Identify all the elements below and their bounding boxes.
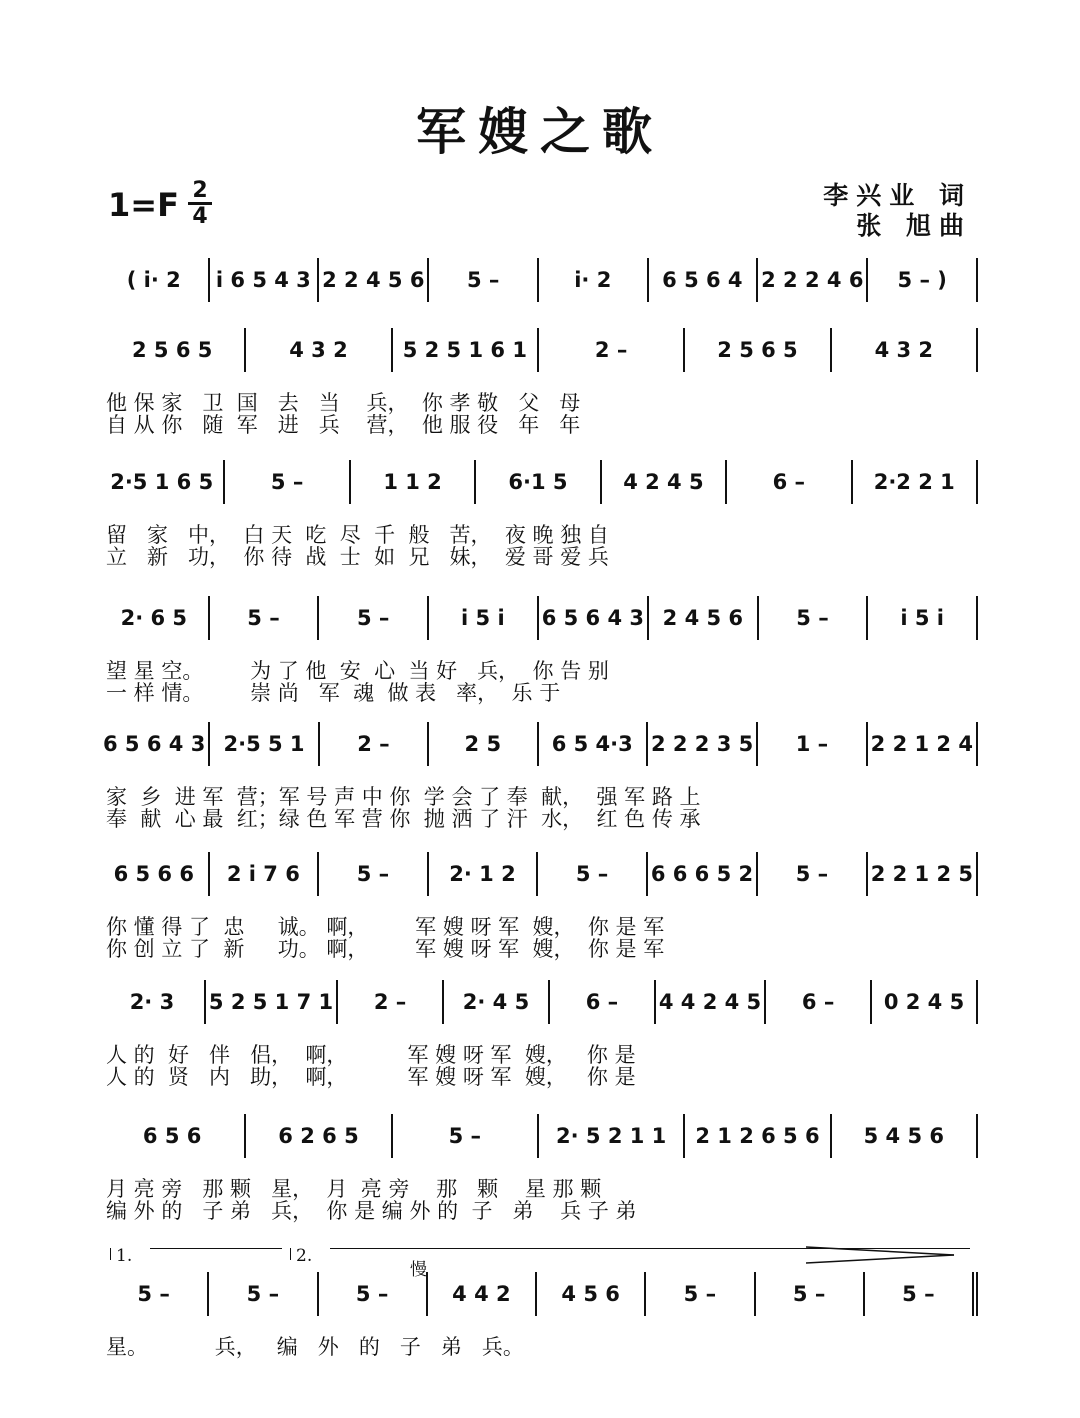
measure: i 6 5 4 3	[210, 258, 320, 302]
measure: 2 –	[539, 328, 685, 372]
measure: 2 2 1 2 5	[868, 852, 978, 896]
measure: 6 5 6 4	[649, 258, 759, 302]
song-title: 军嫂之歌	[416, 102, 664, 161]
lyric-line: 人 的 好 伴 侣， 啊， 军 嫂 呀 军 嫂， 你 是	[106, 1043, 636, 1067]
score-system	[100, 258, 978, 302]
lyric-line: 家 乡 进 军 营；军 号 声 中 你 学 会 了 奉 献， 强 军 路 上	[106, 785, 701, 809]
measure: 6 5 4·3	[539, 722, 648, 766]
measure: 2· 3	[100, 980, 206, 1024]
measure: 2·5 5 1	[210, 722, 319, 766]
measure: 5 –	[210, 596, 320, 640]
measure: 2· 1 2	[429, 852, 539, 896]
time-signature	[188, 180, 212, 227]
lyric-line: 你 创 立 了 新 功。 啊， 军 嫂 呀 军 嫂， 你 是 军	[106, 937, 665, 961]
measure: 5 –	[756, 1272, 865, 1316]
measure: 5 –	[100, 1272, 209, 1316]
measure: 2 2 2 4 6	[758, 258, 868, 302]
volta-first-label: 1.	[116, 1246, 133, 1266]
measure: 5 –	[319, 596, 429, 640]
measure: i· 2	[539, 258, 649, 302]
measure: 2·2 2 1	[853, 460, 978, 504]
measure: 5 –	[319, 1272, 428, 1316]
score-system	[100, 722, 978, 830]
measure: 6 –	[550, 980, 656, 1024]
volta-second-label: 2.	[296, 1246, 313, 1266]
measure: 5 –	[209, 1272, 318, 1316]
lyric-line: 一 样 情。 崇 尚 军 魂 做 表 率， 乐 于	[106, 681, 561, 705]
measure: 4 3 2	[832, 328, 978, 372]
measure: 2·5 1 6 5	[100, 460, 225, 504]
measure: 2 2 4 5 6	[319, 258, 429, 302]
measure-row	[100, 1272, 978, 1316]
measure: 4 4 2	[428, 1272, 537, 1316]
composer-credit: 张 旭曲	[856, 211, 972, 240]
measure: 4 2 4 5	[602, 460, 727, 504]
decrescendo-hairpin	[806, 1243, 956, 1269]
lyric-line: 星。 兵， 编 外 的 子 弟 兵。	[106, 1335, 524, 1359]
measure-row	[100, 258, 978, 302]
lyric-line: 你 懂 得 了 忠 诚。 啊， 军 嫂 呀 军 嫂， 你 是 军	[106, 915, 665, 939]
measure: 6 2 6 5	[246, 1114, 392, 1158]
lyricist-credit: 李兴业 词	[823, 181, 972, 210]
score-system	[100, 1272, 978, 1358]
lyric-block	[100, 1336, 978, 1358]
lyric-line: 编 外 的 子 弟 兵， 你 是 编 外 的 子 弟 兵 子 弟	[106, 1199, 637, 1223]
measure: 5 –	[865, 1272, 978, 1316]
score-system	[100, 328, 978, 436]
measure: 2 5 6 5	[685, 328, 831, 372]
score-system	[100, 596, 978, 704]
score-system	[100, 1114, 978, 1222]
measure: 5 –	[759, 596, 869, 640]
measure: 2 i 7 6	[210, 852, 320, 896]
lyric-block	[100, 392, 978, 436]
time-signature-bottom: 4	[192, 204, 208, 229]
measure: 5 4 5 6	[832, 1114, 978, 1158]
measure: 5 –	[538, 852, 648, 896]
measure: 4 4 2 4 5	[656, 980, 766, 1024]
lyric-line: 望 星 空。 为 了 他 安 心 当 好 兵， 你 告 别	[106, 659, 609, 683]
score-system	[100, 460, 978, 568]
measure: 5 –	[429, 258, 539, 302]
lyric-line: 留 家 中， 白 天 吃 尽 千 般 苦， 夜 晚 独 自	[106, 523, 609, 547]
measure: ( i· 2	[100, 258, 210, 302]
measure: 6 5 6 4 3	[539, 596, 649, 640]
measure-row	[100, 722, 978, 766]
lyric-block	[100, 524, 978, 568]
measure: 5 –	[646, 1272, 755, 1316]
time-signature-top: 2	[192, 178, 208, 203]
measure: 2 5 6 5	[100, 328, 246, 372]
measure: 6 5 6	[100, 1114, 246, 1158]
measure: 2 –	[338, 980, 444, 1024]
measure: 2 2 2 3 5	[648, 722, 758, 766]
measure: 5 2 5 1 7 1	[206, 980, 338, 1024]
measure: 5 –	[319, 852, 429, 896]
lyric-block	[100, 786, 978, 830]
lyric-block	[100, 1178, 978, 1222]
measure: 0 2 4 5	[872, 980, 978, 1024]
lyric-line: 奉 献 心 最 红；绿 色 军 营 你 抛 洒 了 汗 水， 红 色 传 承	[106, 807, 701, 831]
lyric-line: 月 亮 旁 那 颗 星， 月 亮 旁 那 颗 星 那 颗	[106, 1177, 602, 1201]
measure-row	[100, 596, 978, 640]
measure: 2 5	[429, 722, 538, 766]
lyric-block	[100, 660, 978, 704]
volta-first-bracket	[110, 1248, 111, 1260]
measure-row	[100, 1114, 978, 1158]
measure: i 5 i	[868, 596, 978, 640]
measure: 6 5 6 6	[100, 852, 210, 896]
measure: 4 5 6	[537, 1272, 646, 1316]
key-signature: 1=F	[108, 186, 179, 224]
score-system	[100, 852, 978, 960]
measure-row	[100, 852, 978, 896]
score-system	[100, 980, 978, 1088]
lyric-line: 立 新 功， 你 待 战 士 如 兄 妹， 爱 哥 爱 兵	[106, 545, 609, 569]
lyric-block	[100, 1044, 978, 1088]
measure: 5 –	[758, 852, 868, 896]
measure-row	[100, 980, 978, 1024]
measure: 5 –	[393, 1114, 539, 1158]
measure: 2 –	[320, 722, 429, 766]
measure: 6 –	[766, 980, 872, 1024]
volta-first-line	[150, 1248, 282, 1249]
measure: 2· 6 5	[100, 596, 210, 640]
lyric-line: 他 保 家 卫 国 去 当 兵， 你 孝 敬 父 母	[106, 391, 581, 415]
measure-row	[100, 328, 978, 372]
measure: 4 3 2	[246, 328, 392, 372]
measure: 6·1 5	[476, 460, 601, 504]
measure-row	[100, 460, 978, 504]
lyric-line: 自 从 你 随 军 进 兵 营， 他 服 役 年 年	[106, 413, 581, 437]
measure: 5 –	[225, 460, 350, 504]
measure: 1 1 2	[351, 460, 476, 504]
measure: 2 2 1 2 4	[868, 722, 978, 766]
tempo-mark: 慢	[410, 1260, 427, 1280]
measure: 6 6 6 5 2	[648, 852, 758, 896]
measure: 2 4 5 6	[649, 596, 759, 640]
measure: 6 –	[727, 460, 852, 504]
measure: 2· 4 5	[444, 980, 550, 1024]
measure: 2 1 2 6 5 6	[685, 1114, 831, 1158]
measure: 5 2 5 1 6 1	[393, 328, 539, 372]
measure: 2· 5 2 1 1	[539, 1114, 685, 1158]
volta-second-bracket	[290, 1248, 291, 1260]
measure: 1 –	[758, 722, 867, 766]
lyric-block	[100, 916, 978, 960]
measure: 6 5 6 4 3	[100, 722, 210, 766]
measure: i 5 i	[429, 596, 539, 640]
lyric-line: 人 的 贤 内 助， 啊， 军 嫂 呀 军 嫂， 你 是	[106, 1065, 636, 1089]
measure: 5 – )	[868, 258, 978, 302]
